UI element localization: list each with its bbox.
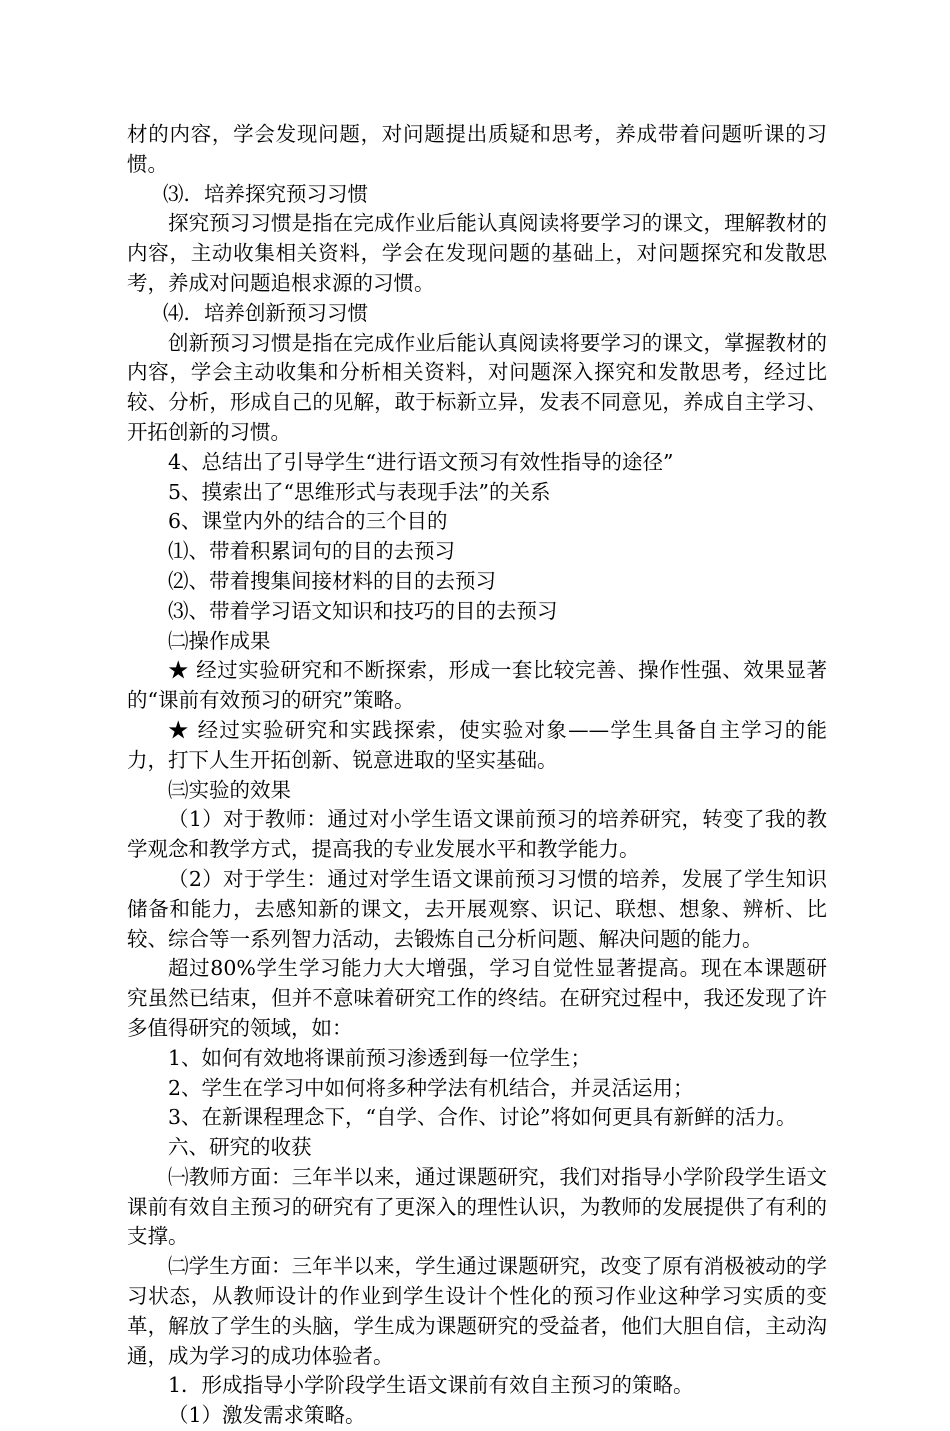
list-item: 5、摸索出了“思维形式与表现手法”的关系: [168, 479, 551, 504]
paragraph: ㈠教师方面：三年半以来，通过课题研究，我们对指导小学阶段学生语文课前有效自主预习的研究有了更深入的理性认识，为教师的发展提供了有利的支撑。: [127, 1164, 827, 1249]
paragraph: 探究预习习惯是指在完成作业后能认真阅读将要学习的课文，理解教材的内容，主动收集相关资料，学会在发现问题的基础上，对问题探究和发散思考，养成对问题追根求源的习惯。: [127, 211, 827, 295]
paragraph: ★ 经过实验研究和不断探索，形成一套比较完善、操作性强、效果显著的“课前有效预习的研究”策略。: [127, 658, 827, 713]
section-heading: 六、研究的收获: [168, 1135, 312, 1160]
list-item: ⑴、带着积累词句的目的去预习: [168, 539, 455, 564]
document-body: [127, 120, 827, 1431]
section-heading: ㈢实验的效果: [168, 777, 291, 802]
paragraph: （2）对于学生：通过对学生语文课前预习习惯的培养，发展了学生知识储备和能力，去感知新的课文，去开展观察、识记、联想、想象、辨析、比较、综合等一系列智力活动，去锻炼自己分析问题、解决问题的能力。: [127, 866, 827, 951]
paragraph: 材的内容，学会发现问题，对问题提出质疑和思考，养成带着问题听课的习惯。: [127, 122, 827, 176]
paragraph: ★ 经过实验研究和实践探索，使实验对象——学生具备自主学习的能力，打下人生开拓创新、锐意进取的坚实基础。: [127, 717, 827, 772]
list-item: ⑶、带着学习语文知识和技巧的目的去预习: [168, 598, 558, 623]
paragraph: （1）对于教师：通过对小学生语文课前预习的培养研究，转变了我的教学观念和教学方式，提高我的专业发展水平和教学能力。: [127, 807, 827, 862]
list-item: 6、课堂内外的结合的三个目的: [168, 509, 448, 534]
list-item: 4、总结出了引导学生“进行语文预习有效性指导的途径”: [168, 449, 674, 474]
list-item: 3、在新课程理念下，“自学、合作、讨论”将如何更具有新鲜的活力。: [168, 1105, 797, 1130]
list-item: 2、学生在学习中如何将多种学法有机结合，并灵活运用；: [168, 1075, 694, 1100]
subheading: ⑶．培养探究预习习惯: [163, 181, 368, 206]
subheading: ⑷．培养创新预习习惯: [163, 300, 368, 325]
paragraph: ㈡学生方面：三年半以来，学生通过课题研究，改变了原有消极被动的学习状态，从教师设计的作业到学生设计个性化的预习作业这种学习实质的变革，解放了学生的头脑，学生成为课题研究的受益者，他们大胆自信，主动沟通，成为学习的成功体验者。: [127, 1254, 827, 1368]
paragraph: 创新预习习惯是指在完成作业后能认真阅读将要学习的课文，掌握教材的内容，学会主动收集和分析相关资料，对问题深入探究和发散思考，经过比较、分析，形成自己的见解，敢于标新立异，发表不同意见，养成自主学习、开拓创新的习惯。: [127, 330, 827, 444]
paragraph: 1．形成指导小学阶段学生语文课前有效自主预习的策略。: [168, 1373, 694, 1398]
paragraph: 超过80%学生学习能力大大增强，学习自觉性显著提高。现在本课题研究虽然已结束，但并不意味着研究工作的终结。在研究过程中，我还发现了许多值得研究的领域，如：: [127, 956, 827, 1040]
list-item: ⑵、带着搜集间接材料的目的去预习: [168, 568, 496, 593]
paragraph: （1）激发需求策略。: [168, 1403, 366, 1428]
section-heading: ㈡操作成果: [168, 628, 271, 653]
list-item: 1、如何有效地将课前预习渗透到每一位学生；: [168, 1045, 592, 1070]
